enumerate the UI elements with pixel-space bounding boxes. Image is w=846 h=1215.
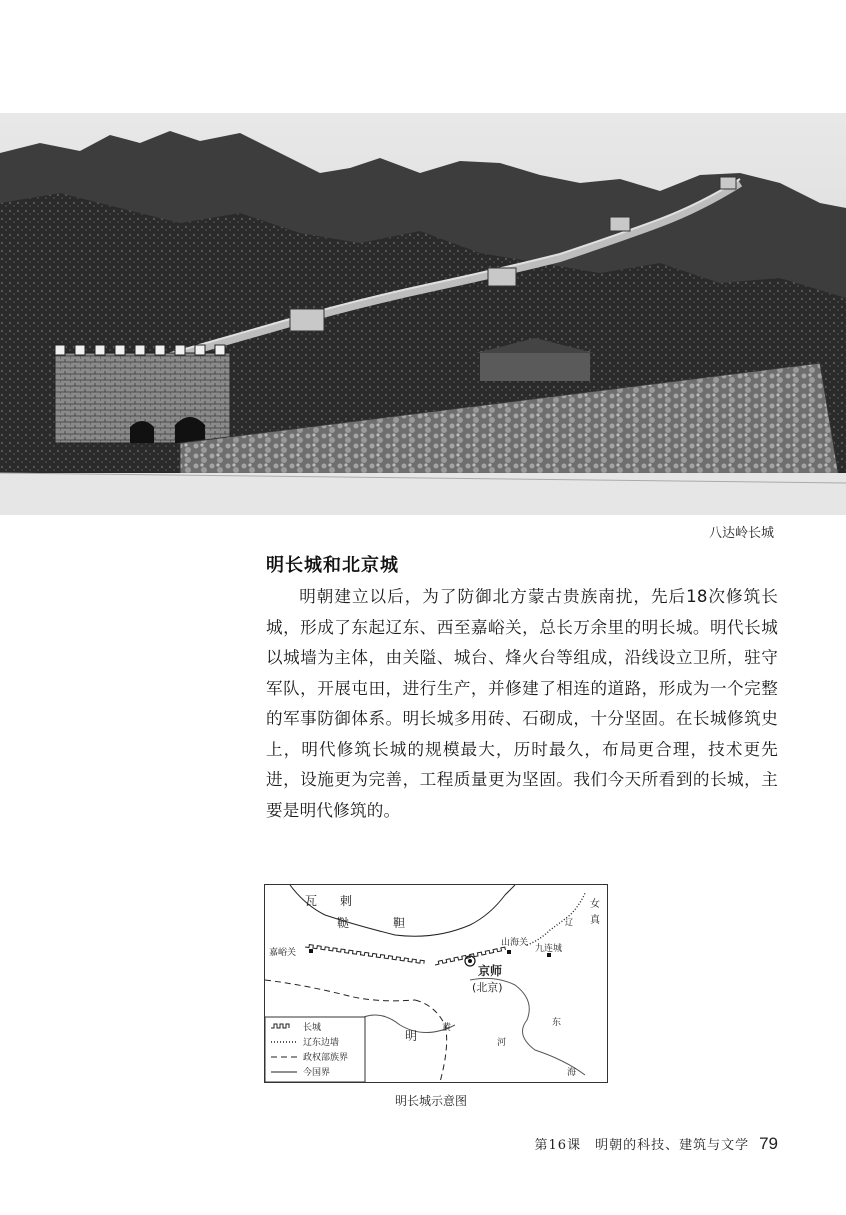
great-wall-line-icon [271,1024,289,1028]
regime-border-line [265,980,415,1001]
map-label-dada-2: 靼 [393,916,406,930]
map-label-liao: 辽 [565,918,573,927]
yellow-river [350,1015,455,1033]
badaling-photo [0,113,846,515]
map-label-dada-1: 鞑 [337,916,350,930]
legend-label-national-border: 今国界 [303,1068,331,1078]
map-caption: 明长城示意图 [395,1094,468,1108]
map-label-wala-2: 剌 [340,894,353,908]
ming-great-wall-map [264,884,608,1083]
great-wall-west-segment [305,944,424,964]
map-label-huang: 黄 [442,1023,452,1033]
page-footer [535,1134,778,1154]
body-paragraph: 明朝建立以后，为了防御北方蒙古贵族南扰，先后18次修筑长城，形成了东起辽东、西至嘉峪关，总长万余里的明长城。明代长城以城墙为主体，由关隘、城台、烽火台等组成，沿线设立卫所，驻守军队，开展屯田，进行生产，并修建了相连的道路，形成为一个完整的军事防御体系。明长城多用砖、石砌成，十分坚固。在长城修筑史上，明代修筑长城的规模最大，历时最久，布局更合理，技术更先进，设施更为完善，工程质量更为坚固。我们今天所看到的长城，主要是明代修筑的。 [266,587,778,820]
liaodong-wall-line [527,893,585,945]
page-number: 79 [759,1134,778,1153]
map-label-nvzhen-2: 真 [590,915,600,926]
regime-border-line-2 [415,1000,447,1082]
map-label-he: 河 [497,1038,507,1048]
badaling-photo-illustration [0,113,846,515]
shanhaiguan-marker-icon [507,950,511,954]
section-title: 明长城和北京城 [266,555,399,576]
map-label-jingshi: 京师 [478,964,503,978]
map-label-ming: 明 [405,1029,418,1043]
map-label-hai: 海 [567,1068,577,1078]
map-label-nvzhen-1: 女 [590,899,600,910]
map-label-beijing: (北京) [472,981,503,994]
photo-caption: 八达岭长城 [708,526,774,541]
map-legend [265,1017,365,1082]
legend-label-liaodong-wall: 辽东边墙 [303,1038,340,1048]
legend-label-regime-border: 政权部族界 [303,1053,349,1063]
jiayuguan-marker-icon [309,949,313,953]
map-label-jiayuguan: 嘉峪关 [269,948,297,958]
map-label-wala-1: 瓦 [305,894,318,908]
lesson-title: 第16课 明朝的科技、建筑与文学 [534,1138,750,1153]
map-label-jiuliancheng: 九连城 [535,944,563,954]
ming-great-wall-map-svg [265,885,607,1082]
capital-marker-center-icon [468,959,472,963]
legend-label-great-wall: 长城 [303,1023,322,1033]
map-label-shanhaiguan: 山海关 [501,938,529,948]
map-label-dong: 东 [552,1018,562,1028]
